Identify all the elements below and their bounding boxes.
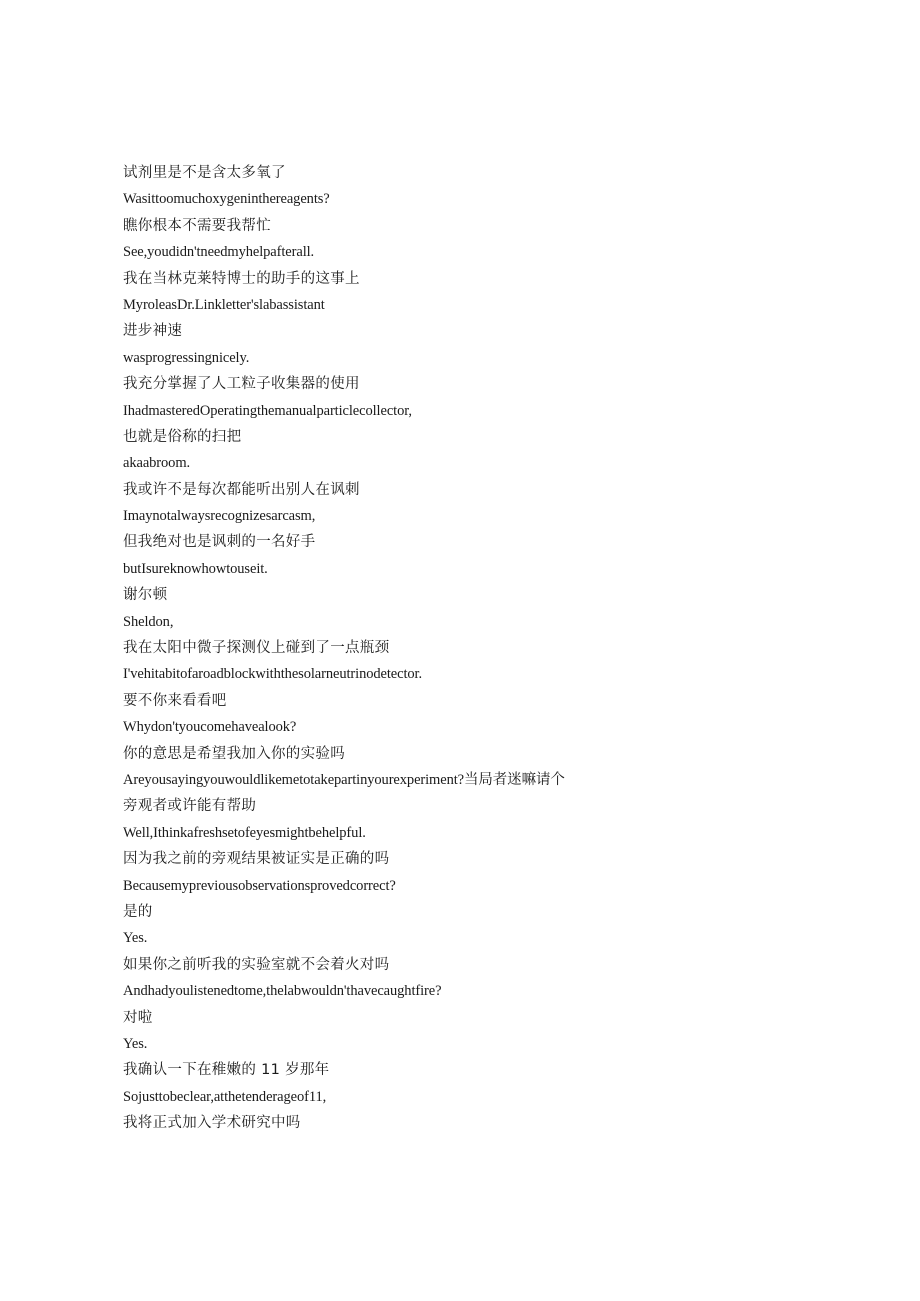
english-subtitle-line: Well,Ithinkafreshsetofeyesmightbehelpful. [123,824,366,841]
english-subtitle-line: See,youdidn'tneedmyhelpafterall. [123,244,315,261]
english-subtitle-line: MyroleasDr.Linkletter'slabassistant [123,296,325,313]
chinese-subtitle-line: 是的 [123,903,153,920]
english-subtitle-line: Yes. [123,1035,148,1052]
chinese-subtitle-line: 因为我之前的旁观结果被证实是正确的吗 [123,851,390,868]
english-subtitle-line: Andhadyoulistenedtome,thelabwouldn'thavecaughtfire? [123,983,442,1000]
english-subtitle-line: akaabroom. [123,455,191,472]
chinese-subtitle-line: 谢尔顿 [123,587,168,604]
english-subtitle-line: Yes. [123,930,148,947]
chinese-subtitle-line: 你的意思是希望我加入你的实验吗 [123,745,345,762]
english-subtitle-line: Becausemypreviousobservationsprovedcorrect? [123,877,396,894]
chinese-subtitle-line: 我将正式加入学术研究中吗 [123,1115,301,1132]
english-subtitle-line: Wasittoomuchoxygeninthereagents? [123,191,330,208]
english-subtitle-line: Whydon'tyoucomehavealook? [123,719,297,736]
english-subtitle-line: butIsureknowhowtouseit. [123,560,268,577]
english-subtitle-line: wasprogressingnicely. [123,349,250,366]
chinese-subtitle-line: 我在太阳中微子探测仪上碰到了一点瓶颈 [123,640,390,657]
chinese-subtitle-line: 我在当林克莱特博士的助手的这事上 [123,270,360,287]
chinese-subtitle-line: 要不你来看看吧 [123,692,227,709]
chinese-subtitle-line: 我确认一下在稚嫩的 11 岁那年 [123,1062,330,1079]
chinese-subtitle-line: 瞧你根本不需要我帮忙 [123,217,271,234]
chinese-subtitle-line: 也就是俗称的扫把 [123,428,242,445]
english-subtitle-line: IhadmasteredOperatingthemanualparticlecollector, [123,402,412,419]
chinese-subtitle-line: 我或许不是每次都能听出别人在讽刺 [123,481,360,498]
english-subtitle-line: I'vehitabitofaroadblockwiththesolarneutrinodetector. [123,666,422,683]
chinese-subtitle-line: 我充分掌握了人工粒子收集器的使用 [123,376,360,393]
subtitle-transcript [123,160,683,1136]
english-subtitle-line: Imaynotalwaysrecognizesarcasm, [123,508,316,525]
english-subtitle-line: Sojusttobeclear,atthetenderageof11, [123,1088,327,1105]
chinese-subtitle-line: 旁观者或许能有帮助 [123,798,257,815]
chinese-subtitle-line: 如果你之前听我的实验室就不会着火对吗 [123,956,390,973]
chinese-subtitle-line: 试剂里是不是含太多氧了 [123,165,286,181]
chinese-subtitle-line: 进步神速 [123,323,183,340]
english-subtitle-line: Sheldon, [123,613,174,630]
chinese-subtitle-line: 对啦 [123,1009,153,1026]
chinese-subtitle-line: 但我绝对也是讽刺的一名好手 [123,534,316,551]
english-subtitle-line: Areyousayingyouwouldlikemetotakepartinyourexperiment?当局者迷嘛请个 [123,771,565,788]
